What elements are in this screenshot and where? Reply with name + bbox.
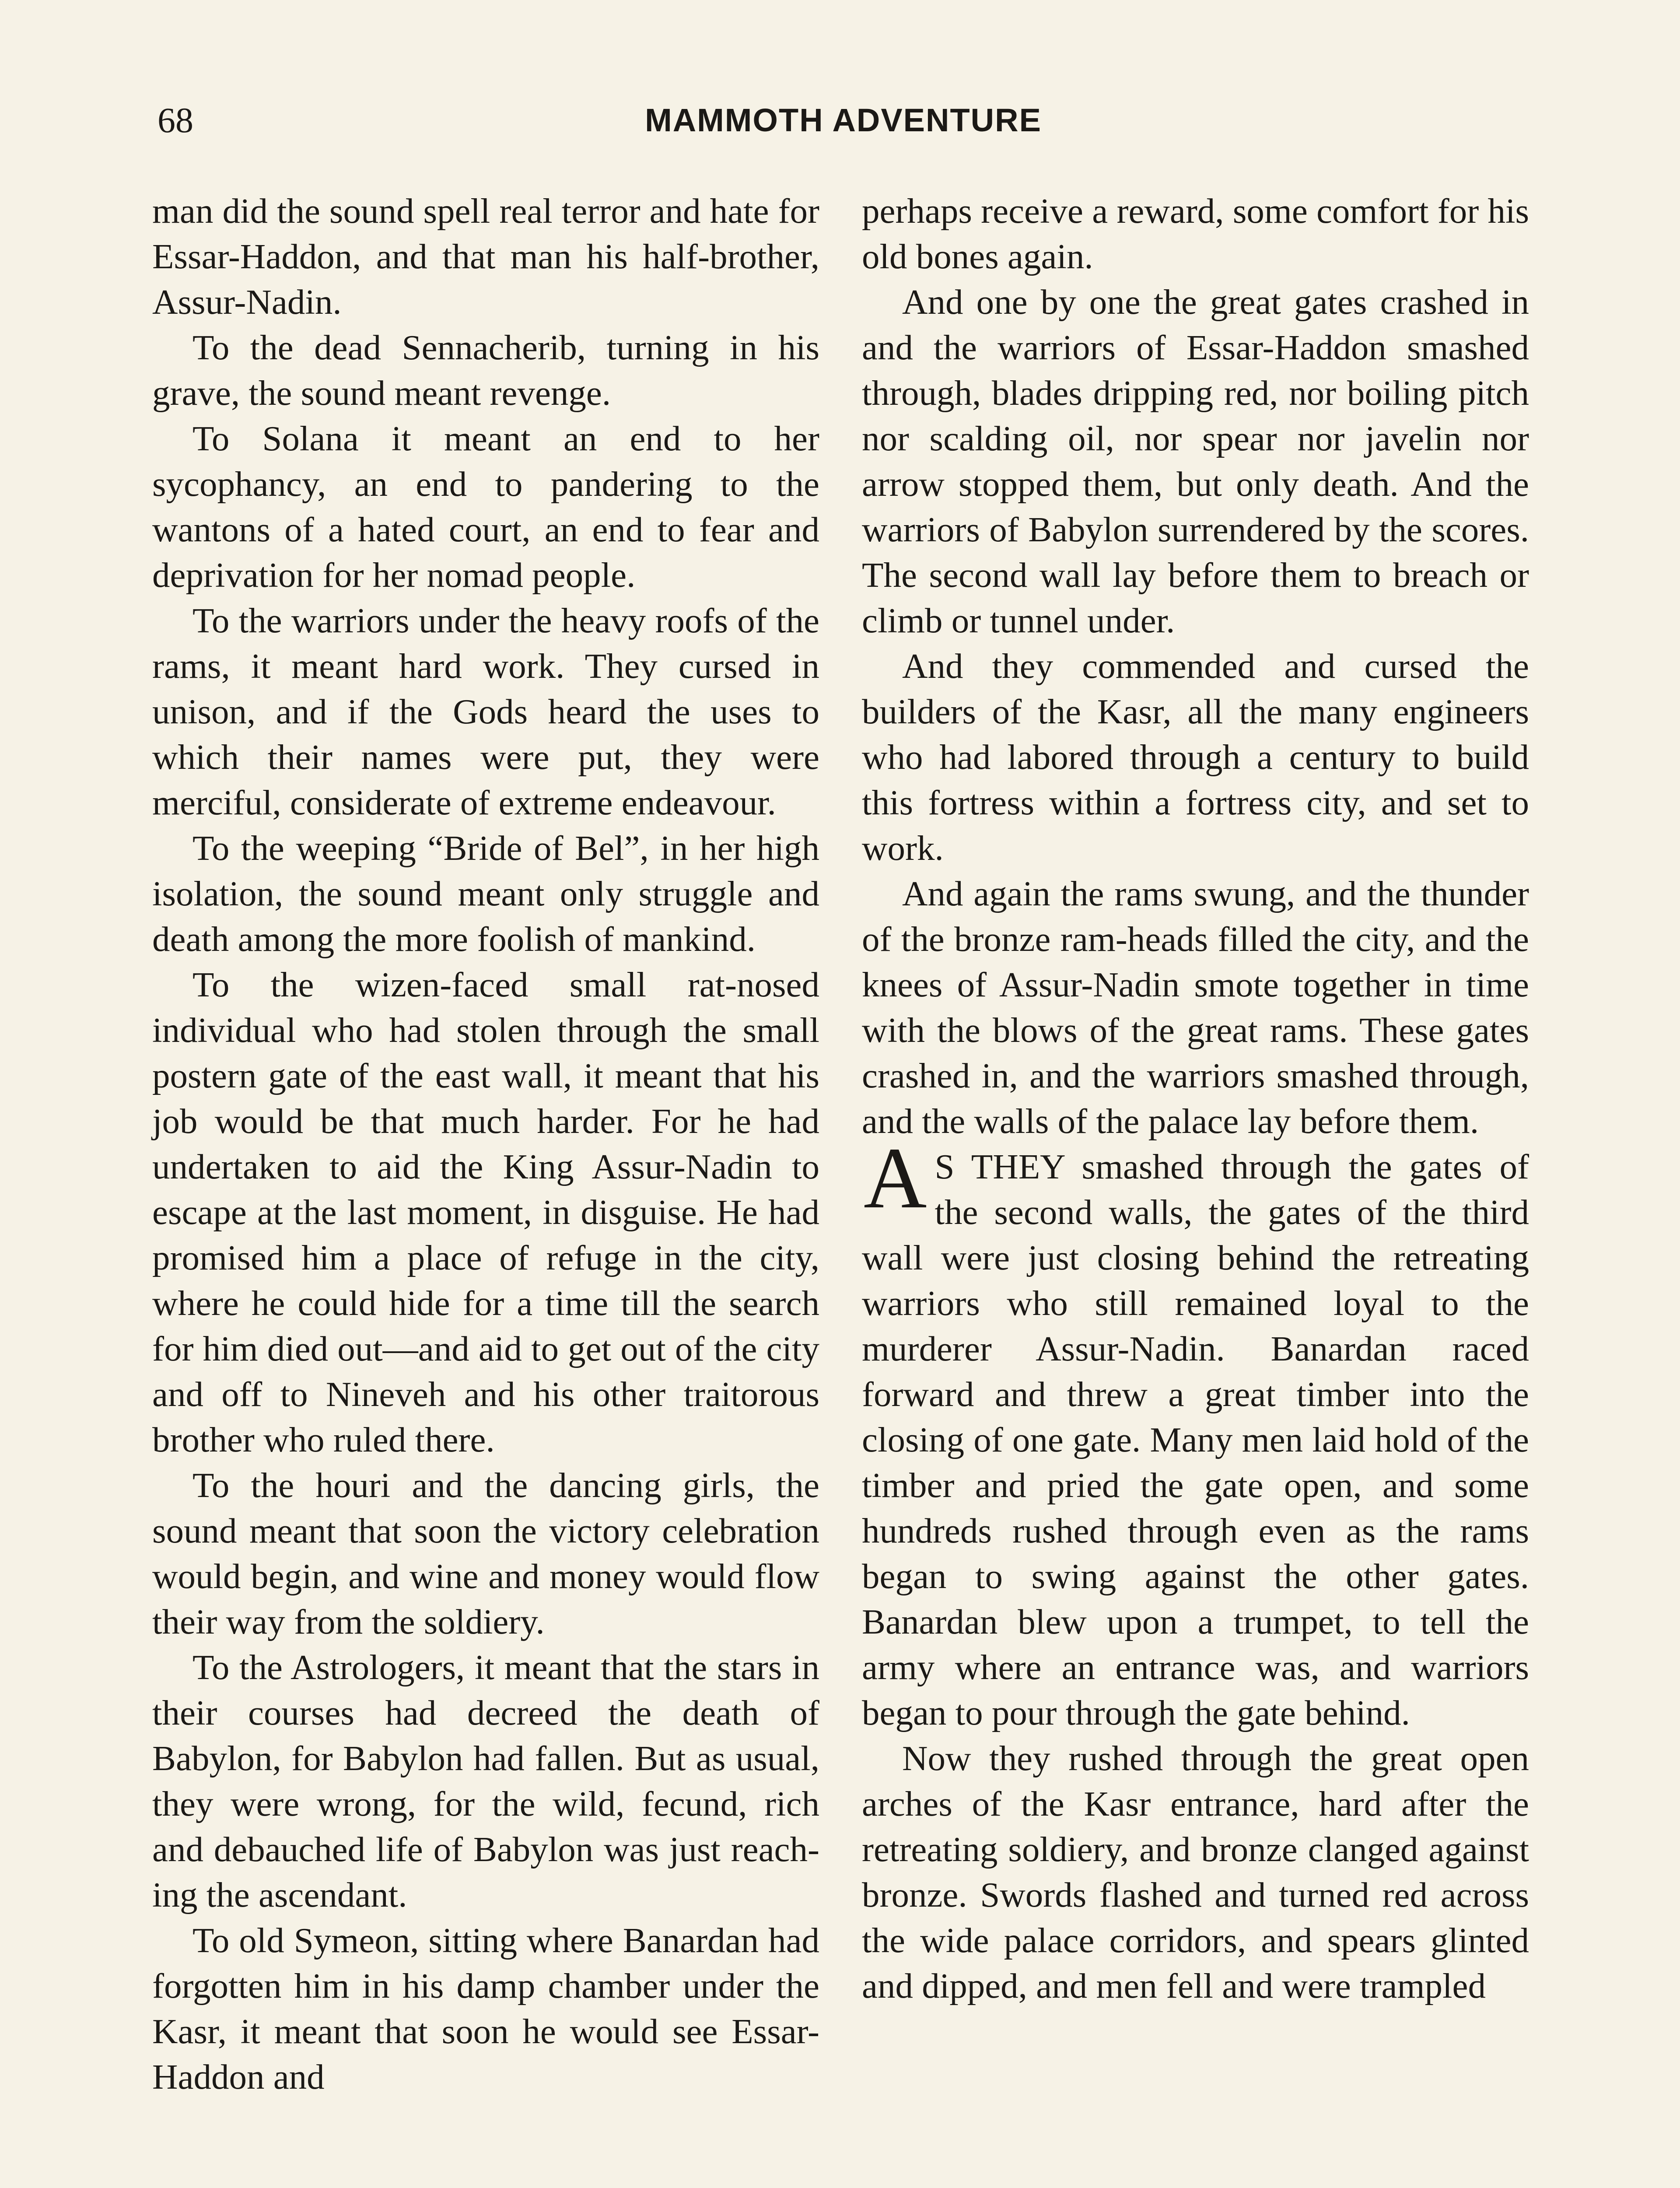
paragraph: To the dead Sennacherib, turning in his grave, the sound meant revenge. [152,328,819,413]
paragraph: And again the rams swung, and the thunder of the bronze ram-heads filled the city, and the knees of Assur-Nadin smote together in time with the blows of the great rams. These gates crashed in, and the warriors smashed through, and the walls of the palace lay before them. [862,874,1529,1141]
running-title: MAMMOTH ADVENTURE [645,102,1042,138]
section-opening-paragraph [862,1130,1529,1736]
page-number: 68 [158,100,193,140]
paragraph: To Solana it meant an end to her sycophancy, an end to pandering to the wantons of a hated court, an end to fear and deprivation for her nomad people. [152,419,819,595]
paragraph: To the wizen-faced small rat-nosed individual who had stolen through the small postern gate of the east wall, it meant that his job would be that much harder. For he had undertaken to aid the King Assur-Nadin to escape at the last moment, in disguise. He had promised him a place of refuge in the city, where he could hide for a time till the search for him died out—and aid to get out of the city and off to Nineveh and his other traitorous brother who ruled there. [152,965,819,1459]
paragraph: To the weeping “Bride of Bel”, in her high isolation, the sound meant only struggle and death among the more foolish of mankind. [152,828,819,959]
paragraph: And one by one the great gates crashed in and the warriors of Essar-Haddon smashed through, blades dripping red, nor boiling pitch nor scalding oil, nor spear nor javelin nor arrow stopped them, but only death. And the warriors of Babylon surrendered by the scores. The second wall lay before them to breach or climb or tunnel under. [862,282,1529,640]
lead-in-caps: S THEY [934,1147,1064,1186]
right-column [862,188,1529,2009]
left-column [152,188,819,2100]
paragraph: man did the sound spell real terror and hate for Essar-Haddon, and that man his half-brother, Assur-Nadin. [152,191,819,322]
drop-cap: A [864,1130,927,1227]
paragraph: To old Symeon, sitting where Banardan had forgotten him in his damp chamber under the Kasr, it meant that soon he would see Essar-Haddon and [152,1921,819,2097]
paragraph: To the houri and the dancing girls, the sound meant that soon the victory celebration would begin, and wine and money would flow their way from the soldiery. [152,1466,819,1641]
paragraph: Now they rushed through the great open arches of the Kasr entrance, hard after the retreating soldiery, and bronze clanged against bronze. Swords flashed and turned red across the wide palace corridors, and spears glinted and dipped, and men fell and were trampled [862,1739,1529,2006]
section-opening-text: smashed through the gates of the second walls, the gates of the third wall were just closing behind the retreating warriors who still remained loyal to the murderer Assur-Nadin. Banardan raced forward and threw a great timber into the closing of one gate. Many men laid hold of the timber and pried the gate open, and some hundreds rushed through even as the rams began to swing against the other gates. Banardan blew upon a trumpet, to tell the army where an entrance was, and warriors began to pour through the gate behind. [862,1147,1529,1732]
paragraph: To the Astrologers, it meant that the stars in their courses had decreed the death of Babylon, for Babylon had fallen. But as usual, they were wrong, for the wild, fecund, rich and debauched life of Babylon was just reaching the ascendant. [152,1648,819,1914]
paragraph: And they commended and cursed the builders of the Kasr, all the many engineers who had labored through a century to build this fortress within a fortress city, and set to work. [862,646,1529,868]
paragraph: To the warriors under the heavy roofs of the rams, it meant hard work. They cursed in unison, and if the Gods heard the uses to which their names were put, they were merciful, considerate of extreme endeavour. [152,601,819,822]
paragraph: perhaps receive a reward, some comfort for his old bones again. [862,191,1529,276]
page-header [151,94,1536,147]
